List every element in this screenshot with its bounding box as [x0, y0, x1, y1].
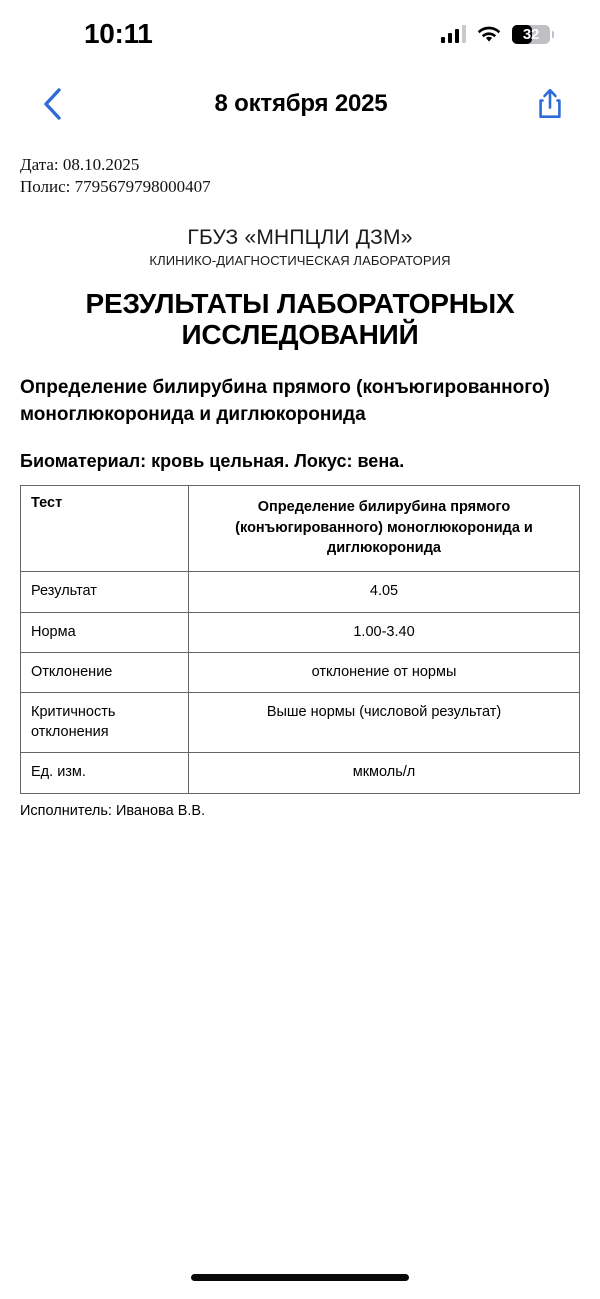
table-header-row: [21, 486, 580, 572]
wifi-icon: [477, 25, 501, 43]
table-row: [21, 693, 580, 753]
table-cell-value: 4.05: [189, 572, 580, 612]
home-indicator[interactable]: [191, 1274, 409, 1281]
navigation-bar: [0, 68, 600, 140]
table-header-value: Определение билирубина прямого (конъюгированного) моноглюкоронида и диглюкоронида: [189, 486, 580, 572]
organization-block: [20, 226, 580, 269]
share-button[interactable]: [530, 84, 570, 124]
test-name-heading: Определение билирубина прямого (конъюгированного) моноглюкоронида и диглюкоронида: [20, 377, 550, 426]
report-title-line-2: ИССЛЕДОВАНИЙ: [181, 318, 419, 350]
organization-name: ГБУЗ «МНПЦЛИ ДЗМ»: [187, 225, 413, 249]
lab-report-document: [0, 140, 600, 819]
table-row: [21, 753, 580, 793]
status-bar-indicators: [441, 25, 551, 44]
battery-cap: [552, 31, 555, 38]
table-header-label: Тест: [21, 486, 189, 572]
page-title: 8 октября 2025: [214, 90, 388, 117]
chevron-left-icon: [41, 87, 63, 121]
report-policy-line: Полис: 7795679798000407: [20, 177, 211, 197]
share-icon: [537, 87, 563, 121]
biomaterial-line: Биоматериал: кровь цельная. Локус: вена.: [20, 451, 405, 472]
lab-results-table: [20, 485, 580, 793]
table-cell-value: 1.00-3.40: [189, 612, 580, 652]
cellular-signal-icon: [441, 25, 467, 43]
table-cell-label: Ед. изм.: [21, 753, 189, 793]
status-bar: [0, 0, 600, 68]
table-row: [21, 612, 580, 652]
report-title: [20, 288, 580, 351]
table-cell-value: отклонение от нормы: [189, 653, 580, 693]
battery-icon: [512, 25, 550, 44]
table-cell-value: Выше нормы (числовой результат): [189, 693, 580, 753]
organization-subtitle: КЛИНИКО-ДИАГНОСТИЧЕСКАЯ ЛАБОРАТОРИЯ: [149, 253, 451, 269]
performer-line: Исполнитель: Иванова В.В.: [20, 802, 206, 819]
table-row: [21, 572, 580, 612]
lab-results-table-body: [21, 486, 580, 793]
table-cell-value: мкмоль/л: [189, 753, 580, 793]
status-bar-time: 10:11: [84, 18, 153, 49]
table-cell-label: Критичность отклонения: [21, 693, 189, 753]
table-cell-label: Отклонение: [21, 653, 189, 693]
table-cell-label: Результат: [21, 572, 189, 612]
report-date-line: Дата: 08.10.2025: [20, 155, 140, 174]
table-cell-label: Норма: [21, 612, 189, 652]
report-title-line-1: РЕЗУЛЬТАТЫ ЛАБОРАТОРНЫХ: [85, 287, 515, 319]
battery-level-label: 32: [522, 25, 540, 43]
table-row: [21, 653, 580, 693]
back-button[interactable]: [32, 84, 72, 124]
